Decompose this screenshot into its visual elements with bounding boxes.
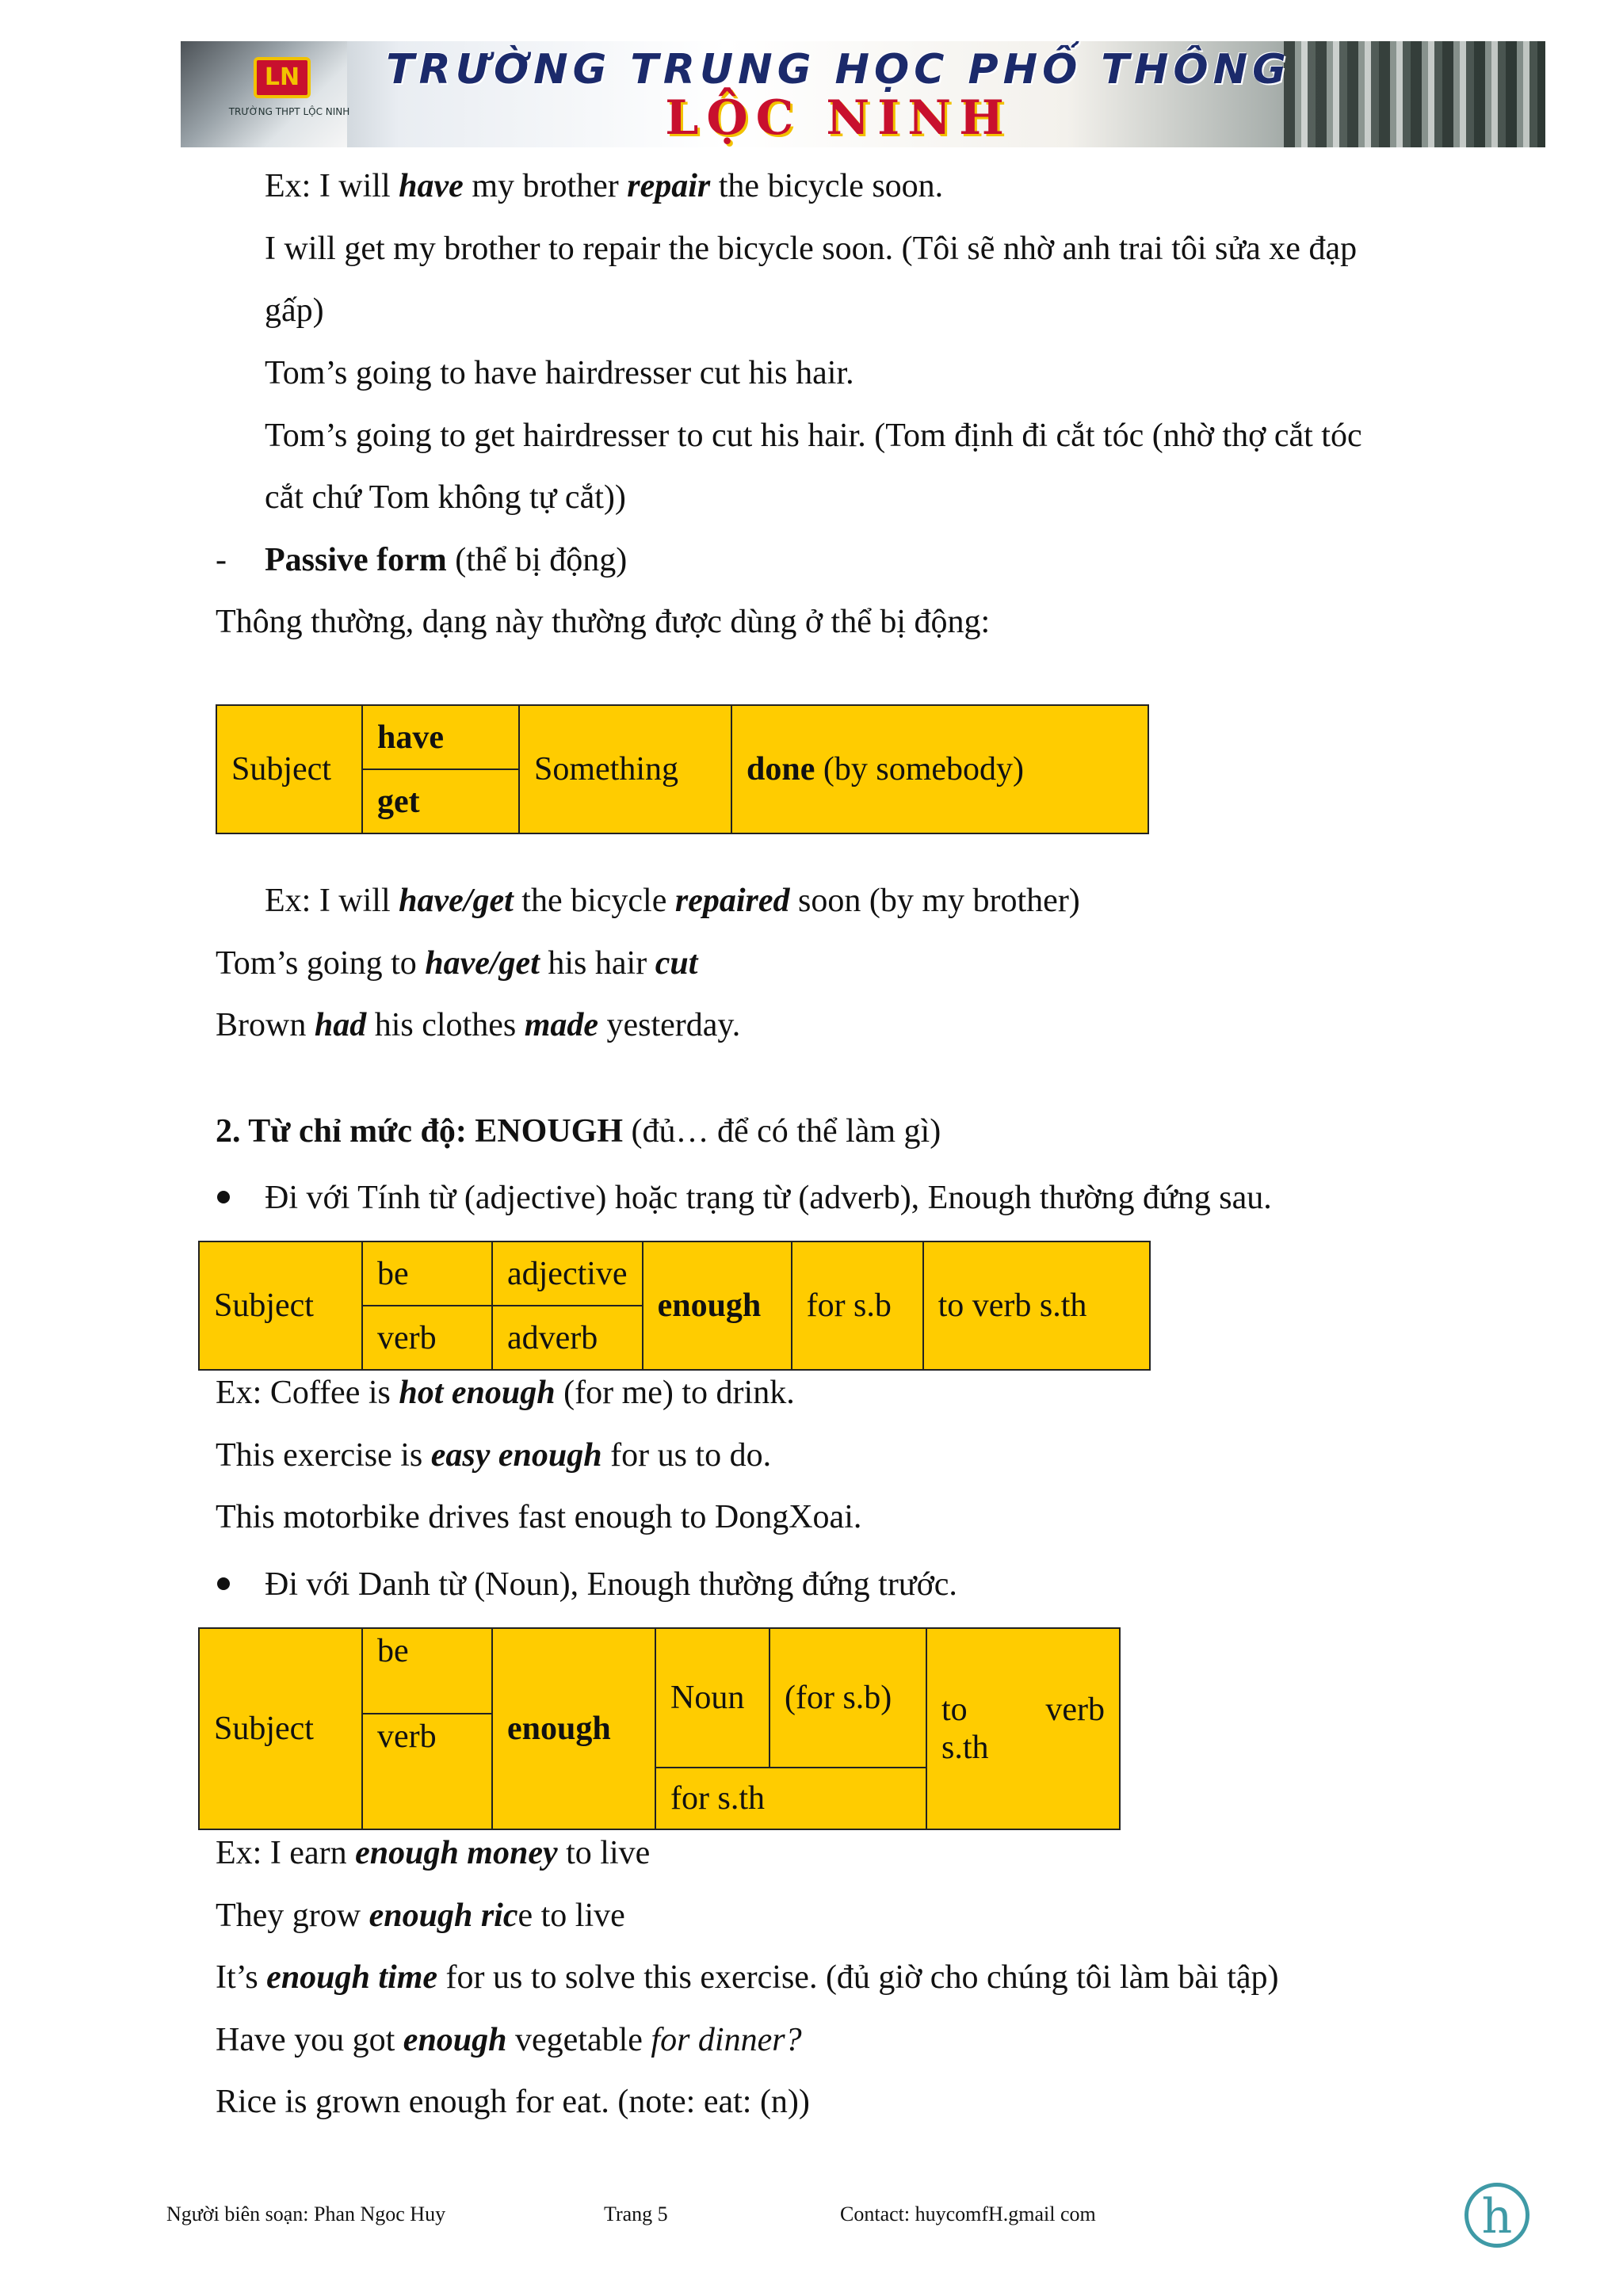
- cell-for-sb: (for s.b): [769, 1628, 926, 1768]
- cell-for-sth: for s.th: [655, 1768, 926, 1829]
- cell-to-verb: to verb s.th: [926, 1628, 1120, 1829]
- cell-be: be: [362, 1628, 492, 1714]
- passive-form-heading: Passive form (thể bị động): [265, 542, 628, 578]
- cell-for-sb: for s.b: [792, 1241, 923, 1370]
- cell-something: Something: [519, 705, 731, 833]
- cell-be: be: [362, 1241, 492, 1306]
- section-2-heading: 2. Từ chỉ mức độ: ENOUGH (đủ… để có thể làm gì): [216, 1113, 941, 1150]
- bullet-icon: [217, 1577, 230, 1590]
- example-line: It’s enough time for us to solve this exercise. (đủ giờ cho chúng tôi làm bài tập): [216, 1959, 1279, 1996]
- example-line: I will get my brother to repair the bicycle soon. (Tôi sẽ nhờ anh trai tôi sửa xe đạp: [265, 231, 1358, 267]
- example-line: Ex: I will have my brother repair the bicycle soon.: [265, 168, 944, 204]
- bullet-text: Đi với Danh từ (Noun), Enough thường đứng trước.: [265, 1566, 957, 1603]
- footer-page-number: Trang 5: [604, 2203, 668, 2225]
- cell-enough: enough: [643, 1241, 792, 1370]
- example-line: Tom’s going to get hairdresser to cut his hair. (Tom định đi cắt tóc (nhờ thợ cắt tóc: [265, 418, 1362, 454]
- cell-subject: Subject: [199, 1241, 362, 1370]
- example-line: Tom’s going to have/get his hair cut: [216, 945, 698, 982]
- header-banner: [181, 41, 1545, 147]
- example-line: This motorbike drives fast enough to DongXoai.: [216, 1499, 862, 1535]
- enough-adjective-table: [198, 1241, 1151, 1371]
- passive-structure-table: [216, 704, 1149, 834]
- list-dash: -: [216, 542, 227, 578]
- cell-have: have: [362, 705, 519, 769]
- example-line: cắt chứ Tom không tự cắt)): [265, 479, 626, 516]
- example-line: Rice is grown enough for eat. (note: eat: (n)): [216, 2084, 810, 2120]
- example-line: Ex: Coffee is hot enough (for me) to drink.: [216, 1375, 795, 1411]
- example-line: Tom’s going to have hairdresser cut his hair.: [265, 355, 854, 391]
- banner-photo-right: [1284, 41, 1545, 147]
- cell-verb: verb: [362, 1714, 492, 1829]
- footer-logo-icon: h: [1465, 2183, 1529, 2248]
- example-line: They grow enough rice to live: [216, 1897, 625, 1934]
- example-line: Have you got enough vegetable for dinner?: [216, 2022, 802, 2058]
- example-line: This exercise is easy enough for us to do.: [216, 1437, 772, 1474]
- cell-enough: enough: [492, 1628, 655, 1829]
- example-line: Brown had his clothes made yesterday.: [216, 1007, 741, 1043]
- bullet-text: Đi với Tính từ (adjective) hoặc trạng từ (adverb), Enough thường đứng sau.: [265, 1180, 1272, 1216]
- school-logo: LN: [254, 57, 311, 98]
- cell-verb: verb: [362, 1306, 492, 1370]
- footer-contact: Contact: huycomfH.gmail com: [840, 2203, 1096, 2225]
- bullet-icon: [217, 1191, 230, 1203]
- cell-done: done (by somebody): [731, 705, 1148, 833]
- enough-noun-table: [198, 1627, 1121, 1830]
- banner-title-top: TRƯỜNG TRUNG HỌC PHỔ THÔNG: [386, 46, 1291, 93]
- cell-to-verb: to verb s.th: [923, 1241, 1150, 1370]
- cell-noun: Noun: [655, 1628, 769, 1768]
- cell-adjective: adjective: [492, 1241, 643, 1306]
- logo-caption: TRƯỜNG THPT LỘC NINH: [228, 106, 350, 117]
- example-line: Ex: I earn enough money to live: [216, 1835, 651, 1871]
- example-line: Ex: I will have/get the bicycle repaired soon (by my brother): [265, 883, 1080, 919]
- cell-subject: Subject: [216, 705, 362, 833]
- banner-title-bottom: LỘC NINH: [665, 90, 1012, 146]
- example-line: gấp): [265, 292, 324, 329]
- passive-intro: Thông thường, dạng này thường được dùng ở thể bị động:: [216, 604, 991, 640]
- cell-adverb: adverb: [492, 1306, 643, 1370]
- cell-get: get: [362, 769, 519, 833]
- cell-subject: Subject: [199, 1628, 362, 1829]
- footer-author: Người biên soạn: Phan Ngoc Huy: [166, 2203, 446, 2225]
